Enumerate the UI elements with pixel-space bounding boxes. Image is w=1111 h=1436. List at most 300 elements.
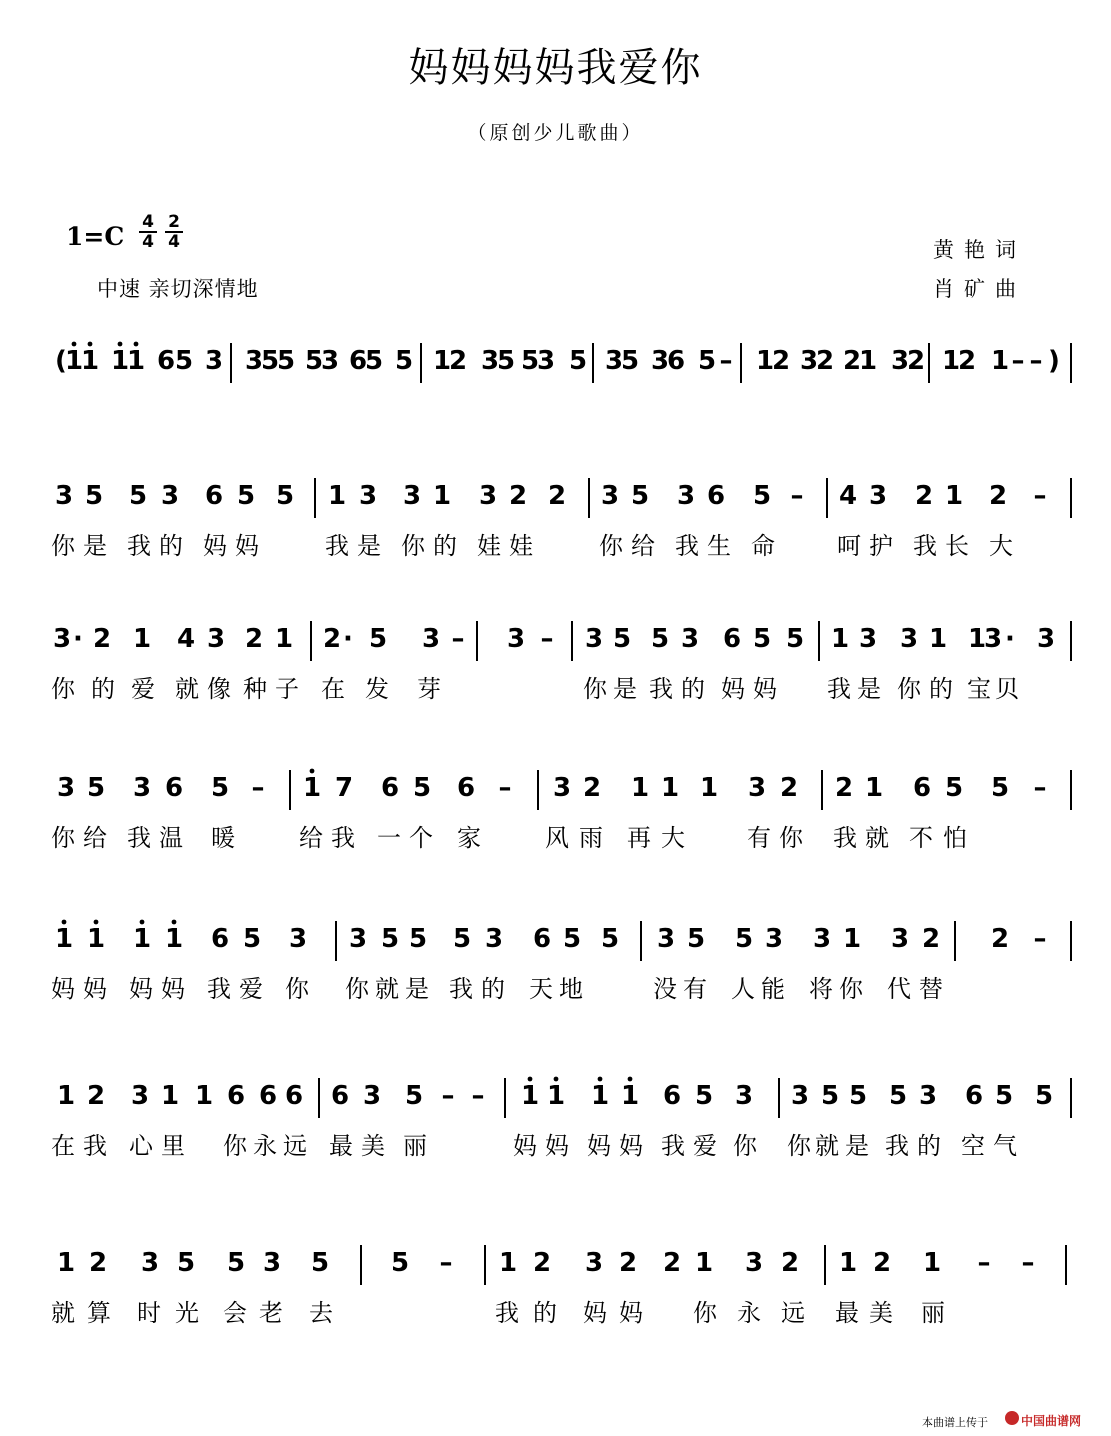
lyric: 妈 [583, 1299, 609, 1327]
lyric: 一 [377, 824, 403, 852]
lyric: 你 [599, 532, 625, 560]
lyric: 给 [83, 824, 109, 852]
note: · [73, 624, 83, 654]
lyric: 的 [91, 675, 117, 703]
note: 1 [132, 624, 152, 654]
note: 5 [694, 1081, 714, 1111]
note: 1 [630, 773, 650, 803]
note: 6 [456, 773, 476, 803]
note: 3 [650, 346, 670, 376]
note: 7 [334, 773, 354, 803]
high-octave-dot [554, 1077, 559, 1082]
lyric: 的 [481, 975, 507, 1003]
high-octave-dot [134, 342, 139, 347]
note: 2 [771, 346, 791, 376]
note: 5 [520, 346, 540, 376]
lyric: 有 [683, 975, 709, 1003]
note: 3 [288, 924, 308, 954]
footer-upload-note: 本曲谱上传于 [922, 1416, 988, 1429]
composer-credit: 肖矿曲 [933, 277, 1026, 301]
note: 5 [84, 481, 104, 511]
lyric: 的 [433, 532, 459, 560]
note: 5 [568, 346, 588, 376]
note: 1 [80, 346, 100, 376]
note: 2 [92, 624, 112, 654]
lyric: 你 [897, 675, 923, 703]
lyric: 我 [661, 1132, 687, 1160]
note: 3 [899, 624, 919, 654]
note: 4 [838, 481, 858, 511]
high-octave-dot [118, 342, 123, 347]
lyric: 的 [929, 675, 955, 703]
note: 3 [890, 924, 910, 954]
note: 5 [128, 481, 148, 511]
note: 3 [552, 773, 572, 803]
note: 5 [310, 1248, 330, 1278]
note: 5 [210, 773, 230, 803]
note: 3 [890, 346, 910, 376]
lyric: 个 [409, 824, 435, 852]
note: – [441, 1081, 455, 1111]
note: 2 [957, 346, 977, 376]
note: 6 [662, 1081, 682, 1111]
lyric: 大 [989, 532, 1015, 560]
note: 1 [164, 924, 184, 954]
lyric: 风 [545, 824, 571, 852]
lyric: 妈 [129, 975, 155, 1003]
lyric: 你 [787, 1132, 813, 1160]
note: 1 [830, 624, 850, 654]
site-logo-icon [1005, 1411, 1019, 1425]
note: 6 [226, 1081, 246, 1111]
note: – [540, 624, 554, 654]
note: 6 [964, 1081, 984, 1111]
lyric: 妈 [619, 1299, 645, 1327]
lyric: 命 [751, 532, 777, 560]
note: 5 [394, 346, 414, 376]
note: 5 [650, 624, 670, 654]
lyric: 是 [845, 1132, 871, 1160]
note: 2 [815, 346, 835, 376]
note: 1 [432, 346, 452, 376]
note: 3 [56, 773, 76, 803]
note: – [1033, 924, 1047, 954]
note: 3 [421, 624, 441, 654]
song-title: 妈妈妈妈我爱你 [408, 45, 703, 91]
note: 3 [52, 624, 72, 654]
note: 1 [590, 1081, 610, 1111]
high-octave-dot [94, 920, 99, 925]
note: 5 [226, 1248, 246, 1278]
lyric: 妈 [619, 1132, 645, 1160]
lyric: 在 [51, 1132, 77, 1160]
lyric: 宝 [967, 675, 993, 703]
lyric: 芽 [417, 675, 443, 703]
lyric: 你 [223, 1132, 249, 1160]
note: 1 [944, 481, 964, 511]
note: 2 [780, 1248, 800, 1278]
note: 1 [274, 624, 294, 654]
lyric: 里 [161, 1132, 187, 1160]
lyric: 我 [449, 975, 475, 1003]
lyric: 暖 [211, 824, 237, 852]
lyric: 不 [909, 824, 935, 852]
note: 5 [242, 924, 262, 954]
lyric: 没 [653, 975, 679, 1003]
lyric: 长 [945, 532, 971, 560]
note: 6 [284, 1081, 304, 1111]
note: 5 [734, 924, 754, 954]
note: 1 [967, 624, 987, 654]
note: 5 [848, 1081, 868, 1111]
lyric: 心 [129, 1132, 155, 1160]
note: 6 [706, 481, 726, 511]
lyric: 我 [127, 532, 153, 560]
lyric: 你 [693, 1299, 719, 1327]
note: 1 [864, 773, 884, 803]
lyric: 是 [613, 675, 639, 703]
high-octave-dot [72, 342, 77, 347]
note: 1 [928, 624, 948, 654]
note: 3 [320, 346, 340, 376]
note: 5 [752, 481, 772, 511]
lyric: 子 [275, 675, 301, 703]
lyric: 爱 [131, 675, 157, 703]
note: 1 [302, 773, 322, 803]
note: 3 [484, 924, 504, 954]
lyric: 大 [661, 824, 687, 852]
high-octave-dot [528, 1077, 533, 1082]
note: – [1033, 481, 1047, 511]
lyric: 妈 [513, 1132, 539, 1160]
note: 3 [868, 481, 888, 511]
tempo-marking: 中速 亲切深情地 [97, 277, 259, 301]
note: 3 [206, 624, 226, 654]
note: 1 [160, 1081, 180, 1111]
note: 1 [56, 1081, 76, 1111]
note: 3 [676, 481, 696, 511]
lyric: 永 [737, 1299, 763, 1327]
lyric: 你 [345, 975, 371, 1003]
note: 3 [262, 1248, 282, 1278]
lyric: 丽 [403, 1132, 429, 1160]
note: 3 [1036, 624, 1056, 654]
note: 3 [130, 1081, 150, 1111]
lyric: 会 [223, 1299, 249, 1327]
note: 5 [304, 346, 324, 376]
high-octave-dot [310, 769, 315, 774]
note: 3 [584, 1248, 604, 1278]
note: 3 [680, 624, 700, 654]
lyric: 是 [405, 975, 431, 1003]
lyric: 的 [159, 532, 185, 560]
note: 1 [755, 346, 775, 376]
note: 2 [547, 481, 567, 511]
lyric: 美 [361, 1132, 387, 1160]
note: 1 [432, 481, 452, 511]
note: 3 [918, 1081, 938, 1111]
note: 3 [747, 773, 767, 803]
lyric: 给 [631, 532, 657, 560]
note: 3 [160, 481, 180, 511]
note: 6 [380, 773, 400, 803]
note: 3 [478, 481, 498, 511]
note: 1 [990, 346, 1010, 376]
note: 3 [204, 346, 224, 376]
lyric: 人 [731, 975, 757, 1003]
lyric: 我 [833, 824, 859, 852]
note: 3 [358, 481, 378, 511]
note: 5 [612, 624, 632, 654]
lyric: 最 [835, 1299, 861, 1327]
lyric: 能 [761, 975, 787, 1003]
lyric: 光 [175, 1299, 201, 1327]
note: 5 [236, 481, 256, 511]
note: 6 [258, 1081, 278, 1111]
lyric: 我 [913, 532, 939, 560]
lyric: 妈 [235, 532, 261, 560]
note: 2 [322, 624, 342, 654]
lyric: 是 [83, 532, 109, 560]
lyric: 在 [321, 675, 347, 703]
note: 3 [362, 1081, 382, 1111]
lyric: 空 [961, 1132, 987, 1160]
note: 2 [86, 1081, 106, 1111]
note: 1 [838, 1248, 858, 1278]
high-octave-dot [62, 920, 67, 925]
lyric: 你 [51, 675, 77, 703]
note: 1 [520, 1081, 540, 1111]
lyric: 我 [885, 1132, 911, 1160]
lyric: 就 [375, 975, 401, 1003]
note: 2 [618, 1248, 638, 1278]
high-octave-dot [140, 920, 145, 925]
note: 5 [994, 1081, 1014, 1111]
note: 4 [176, 624, 196, 654]
note: – [251, 773, 265, 803]
lyric: 有 [747, 824, 773, 852]
note: 2 [914, 481, 934, 511]
lyric: 你 [583, 675, 609, 703]
note: – [498, 773, 512, 803]
note: 3 [348, 924, 368, 954]
lyric: 我 [331, 824, 357, 852]
note: 5 [404, 1081, 424, 1111]
note: 5 [752, 624, 772, 654]
note: 5 [620, 346, 640, 376]
lyric: 我 [675, 532, 701, 560]
note: 2 [88, 1248, 108, 1278]
lyric: 我 [207, 975, 233, 1003]
lyric: 你 [401, 532, 427, 560]
note: 3 [790, 1081, 810, 1111]
note: 5 [600, 924, 620, 954]
note: 5 [496, 346, 516, 376]
lyric: 我 [127, 824, 153, 852]
high-octave-dot [598, 1077, 603, 1082]
note: 6 [156, 346, 176, 376]
note: 2 [988, 481, 1008, 511]
note: 5 [686, 924, 706, 954]
note: 5 [630, 481, 650, 511]
note: 6 [912, 773, 932, 803]
note: 5 [697, 346, 717, 376]
song-subtitle: （原创少儿歌曲） [467, 122, 644, 144]
note: 6 [210, 924, 230, 954]
lyric: 远 [781, 1299, 807, 1327]
note: 6 [204, 481, 224, 511]
lyric: 爱 [239, 975, 265, 1003]
note: 3 [536, 346, 556, 376]
note: 3 [858, 624, 878, 654]
note: 3 [764, 924, 784, 954]
note: 2 [532, 1248, 552, 1278]
note: 3 [244, 346, 264, 376]
note: 1 [546, 1081, 566, 1111]
lyric: 你 [779, 824, 805, 852]
note: 5 [452, 924, 472, 954]
lyric: 妈 [161, 975, 187, 1003]
high-octave-dot [628, 1077, 633, 1082]
lyric: 你 [839, 975, 865, 1003]
lyric: 你 [285, 975, 311, 1003]
lyric: 美 [869, 1299, 895, 1327]
lyric: 我 [495, 1299, 521, 1327]
note: 1 [660, 773, 680, 803]
lyric: 护 [869, 532, 895, 560]
lyric: 天 [529, 975, 555, 1003]
note: 6 [532, 924, 552, 954]
note: 1 [620, 1081, 640, 1111]
note: 2 [990, 924, 1010, 954]
note: 1 [922, 1248, 942, 1278]
high-octave-dot [172, 920, 177, 925]
note: 2 [448, 346, 468, 376]
note: 1 [694, 1248, 714, 1278]
note: – [719, 346, 733, 376]
lyric: 去 [309, 1299, 335, 1327]
note: 5 [820, 1081, 840, 1111]
note: 2 [921, 924, 941, 954]
note: 5 [408, 924, 428, 954]
lyric: 娃 [477, 532, 503, 560]
note: 1 [941, 346, 961, 376]
time-signature-4-4: $\frac{4}{4}$ [139, 214, 157, 251]
note: 2 [582, 773, 602, 803]
note: 5 [276, 346, 296, 376]
note: 5 [368, 624, 388, 654]
note: – [1011, 346, 1025, 376]
lyric: 最 [329, 1132, 355, 1160]
note: 3 [584, 624, 604, 654]
note: 2 [834, 773, 854, 803]
note: 3 [734, 1081, 754, 1111]
note: 6 [330, 1081, 350, 1111]
note: 2 [779, 773, 799, 803]
note: 2 [508, 481, 528, 511]
note: 5 [260, 346, 280, 376]
lyric: 是 [857, 675, 883, 703]
note: 5 [275, 481, 295, 511]
note: 1 [64, 346, 84, 376]
note: – [1029, 346, 1043, 376]
note: – [439, 1248, 453, 1278]
lyric: 远 [283, 1132, 309, 1160]
note: 5 [380, 924, 400, 954]
lyric: 再 [627, 824, 653, 852]
lyric: 的 [681, 675, 707, 703]
lyric: 雨 [579, 824, 605, 852]
note: 3 [54, 481, 74, 511]
lyric: 温 [159, 824, 185, 852]
note: 2 [872, 1248, 892, 1278]
note: – [471, 1081, 485, 1111]
note: 2 [662, 1248, 682, 1278]
note: 1 [56, 1248, 76, 1278]
note: 3 [744, 1248, 764, 1278]
lyric: 将 [809, 975, 835, 1003]
lyric: 就 [175, 675, 201, 703]
note: 5 [562, 924, 582, 954]
note: 5 [390, 1248, 410, 1278]
lyric: 的 [533, 1299, 559, 1327]
lyricist-credit: 黄艳词 [933, 238, 1026, 262]
lyric: 就 [815, 1132, 841, 1160]
note: – [451, 624, 465, 654]
note: 2 [244, 624, 264, 654]
high-octave-dot [88, 342, 93, 347]
note: 1 [699, 773, 719, 803]
key-signature: 1=C [66, 222, 125, 251]
note: 1 [194, 1081, 214, 1111]
note: 5 [785, 624, 805, 654]
note: 6 [164, 773, 184, 803]
lyric: 种 [243, 675, 269, 703]
note: 5 [888, 1081, 908, 1111]
note: 5 [364, 346, 384, 376]
note: 6 [722, 624, 742, 654]
lyric: 妈 [721, 675, 747, 703]
lyric: 爱 [693, 1132, 719, 1160]
note: · [1005, 624, 1015, 654]
note: 3 [799, 346, 819, 376]
lyric: 我 [83, 1132, 109, 1160]
note: 3 [132, 773, 152, 803]
note: 3 [480, 346, 500, 376]
lyric: 的 [917, 1132, 943, 1160]
note: 1 [54, 924, 74, 954]
lyric: 妈 [83, 975, 109, 1003]
lyric: 替 [919, 975, 945, 1003]
note: 5 [86, 773, 106, 803]
lyric: 永 [253, 1132, 279, 1160]
note: 1 [126, 346, 146, 376]
note: – [790, 481, 804, 511]
lyric: 我 [325, 532, 351, 560]
note: 3 [656, 924, 676, 954]
note: 5 [944, 773, 964, 803]
note: 3 [140, 1248, 160, 1278]
note: 1 [858, 346, 878, 376]
note: · [343, 624, 353, 654]
note: 5 [174, 346, 194, 376]
lyric: 给 [299, 824, 325, 852]
note: 1 [327, 481, 347, 511]
time-signature-2-4: $\frac{2}{4}$ [165, 214, 183, 251]
lyric: 呵 [837, 532, 863, 560]
note: 5 [1034, 1081, 1054, 1111]
lyric: 妈 [203, 532, 229, 560]
